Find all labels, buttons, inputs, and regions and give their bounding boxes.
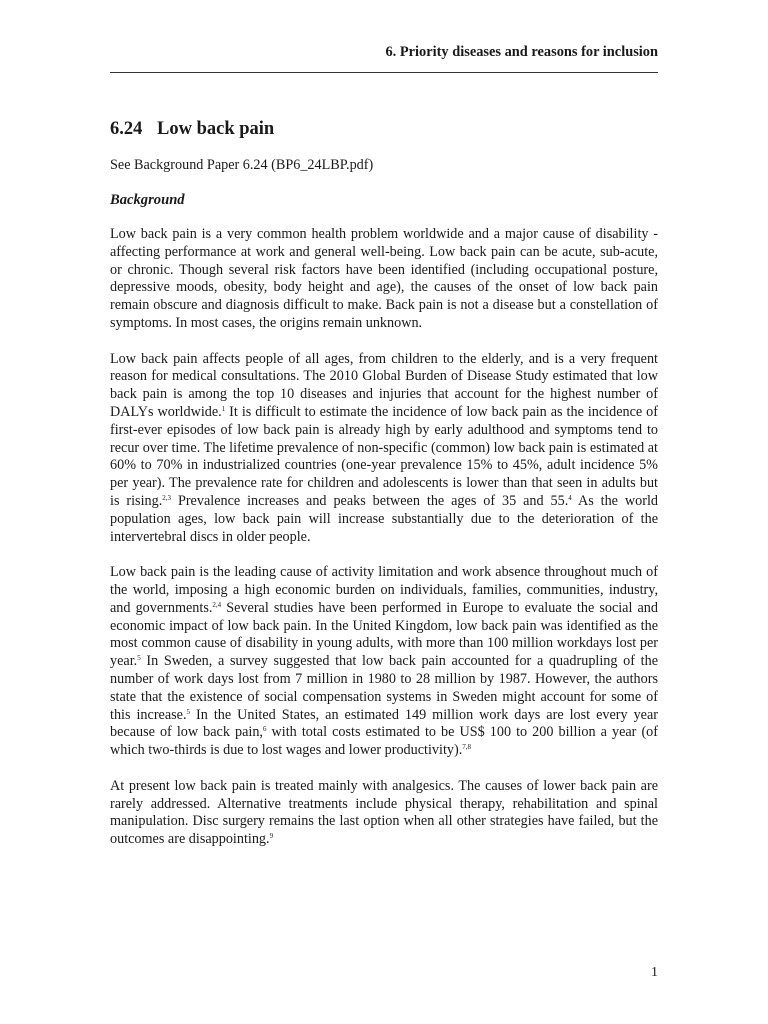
section-title bbox=[110, 119, 274, 140]
citation-superscript: 2,3 bbox=[162, 493, 172, 502]
section-title-text: Low back pain bbox=[157, 119, 275, 139]
body-text bbox=[110, 226, 658, 849]
section-number: 6.24 bbox=[110, 119, 143, 139]
citation-superscript: 5 bbox=[186, 707, 191, 716]
background-subheading: Background bbox=[110, 192, 185, 208]
paragraph-text: with total costs estimated to be US$ 100 to 200 billion a year (of which two-thirds is due to lost wages and lower productivity). bbox=[110, 724, 658, 759]
running-header: 6. Priority diseases and reasons for inclusion bbox=[385, 44, 658, 60]
paragraph-text: In the United States, an estimated 149 million work days are lost every year because of low back pain, bbox=[110, 706, 658, 741]
paragraph-text: Low back pain is the leading cause of activity limitation and work absence throughout much of the world, imposing a high economic burden on individuals, families, communities, industry, and governments. bbox=[110, 564, 658, 616]
citation-superscript: 9 bbox=[269, 832, 274, 841]
paragraph-text: Several studies have been performed in Europe to evaluate the social and economic impact of low back pain. In the United Kingdom, low back pain was identified as the most common cause of disability in young adults, with more than 100 million workdays lost per year. bbox=[110, 599, 658, 670]
paragraph-text: Low back pain is a very common health problem worldwide and a major cause of disability - affecting performance at work and general well-being. Low back pain can be acute, sub-acute, or chronic. Though several risk factors have been identified (including occupational posture, depressive moods, obesity, body height and age), the causes of the onset of low back pain remain obscure and diagnosis difficult to make. Back pain is not a disease but a constellation of symptoms. In most cases, the origins remain unknown. bbox=[110, 226, 658, 331]
page-number: 1 bbox=[651, 965, 658, 980]
paragraph bbox=[110, 226, 658, 333]
header-rule bbox=[110, 72, 658, 73]
paragraph-text: Prevalence increases and peaks between the ages of 35 and 55. bbox=[171, 492, 569, 509]
paragraph bbox=[110, 351, 658, 547]
paragraph bbox=[110, 778, 658, 849]
paragraph-text: In Sweden, a survey suggested that low back pain accounted for a quadrupling of the number of work days lost from 7 million in 1980 to 28 million by 1987. However, the authors state that the existence of social compensation systems in Sweden might account for some of this increase. bbox=[110, 653, 658, 723]
paragraph bbox=[110, 564, 658, 760]
citation-superscript: 6 bbox=[262, 725, 267, 734]
citation-superscript: 1 bbox=[221, 404, 226, 413]
paragraph-text: At present low back pain is treated mainly with analgesics. The causes of lower back pain are rarely addressed. Alternative treatments include physical therapy, rehabilitation and spinal manipulation. Disc surgery remains the last option when all other strategies have failed, but the outcomes are disappointing. bbox=[110, 777, 658, 848]
paragraph-text: Low back pain affects people of all ages, from children to the elderly, and is a very frequent reason for medical consultations. The 2010 Global Burden of Disease Study estimated that low back pain is among the top 10 diseases and injuries that account for the highest number of DALYs worldwide. bbox=[110, 350, 658, 420]
background-paper-reference: See Background Paper 6.24 (BP6_24LBP.pdf) bbox=[110, 157, 374, 173]
citation-superscript: 4 bbox=[568, 493, 572, 502]
paragraph-text: It is difficult to estimate the incidence of low back pain as the incidence of first-ever episodes of low back pain is already high by early adulthood and symptoms tend to recur over time. The lifetime prevalence of non-specific (common) low back pain is estimated at 60% to 70% in industrialized countries (one-year prevalence 15% to 45%, adult incidence 5% per year). The prevalence rate for children and adolescents is lower than that seen in adults but is rising. bbox=[110, 403, 658, 509]
citation-superscript: 7,8 bbox=[462, 743, 472, 752]
paragraph-text: As the world population ages, low back pain will increase substantially due to the deterioration of the intervertebral discs in older people. bbox=[110, 492, 659, 545]
citation-superscript: 5 bbox=[137, 654, 141, 663]
citation-superscript: 2,4 bbox=[212, 600, 222, 609]
